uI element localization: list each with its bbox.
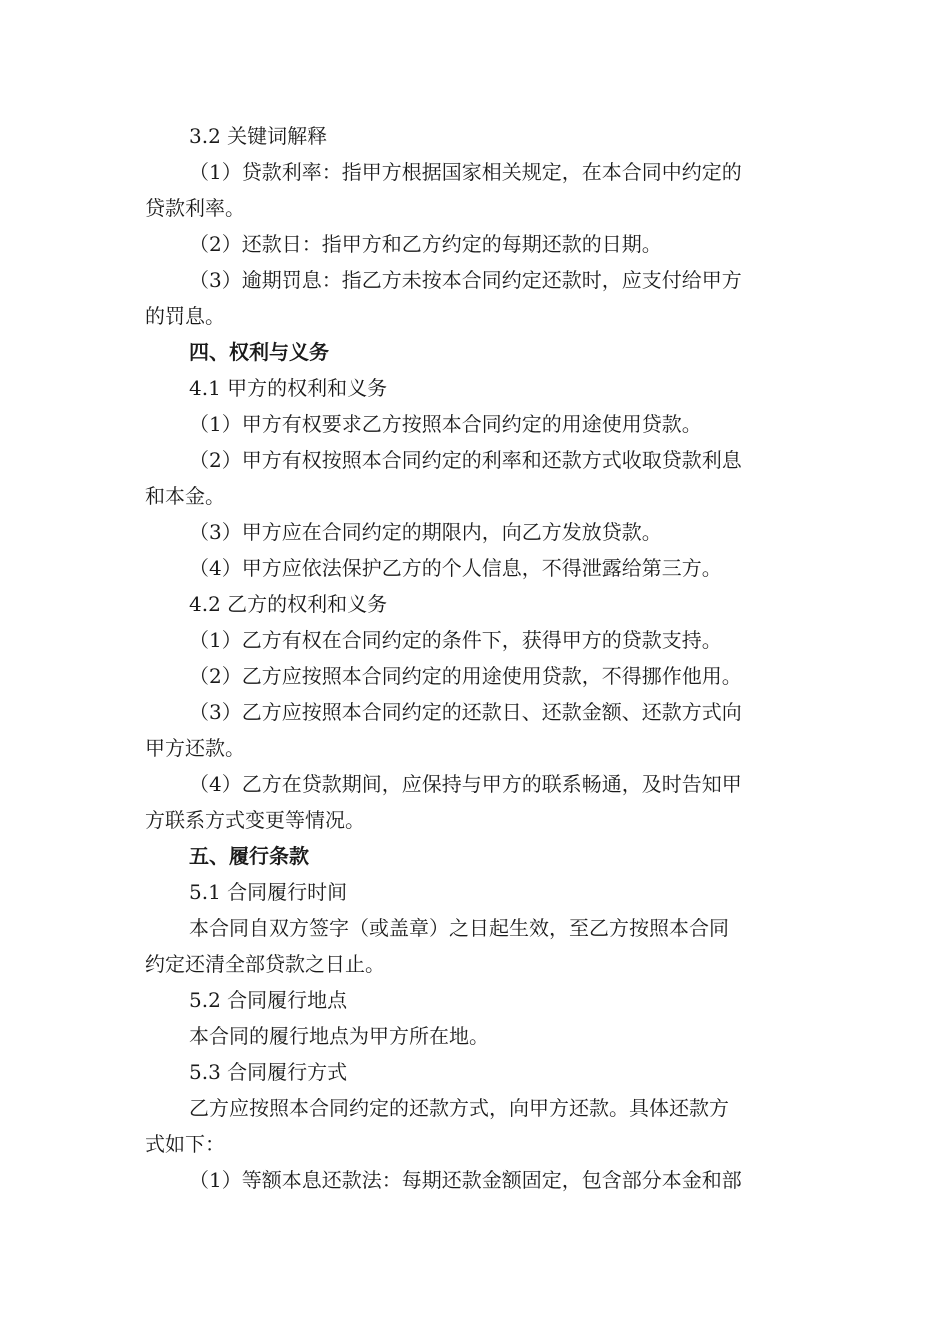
document-page: [145, 118, 810, 1198]
section-heading: 四、权利与义务: [189, 340, 329, 364]
text-line: （2）还款日：指甲方和乙方约定的每期还款的日期。: [189, 232, 662, 256]
text-line: 本合同的履行地点为甲方所在地。: [189, 1024, 489, 1048]
text-line: 贷款利率。: [145, 196, 245, 220]
text-line: 5.2 合同履行地点: [189, 988, 348, 1012]
text-line: 3.2 关键词解释: [189, 124, 328, 148]
section-heading: 五、履行条款: [189, 844, 309, 868]
text-line: （1）等额本息还款法：每期还款金额固定，包含部分本金和部: [189, 1168, 742, 1192]
text-line: （1）贷款利率：指甲方根据国家相关规定，在本合同中约定的: [189, 160, 742, 184]
text-line: （1）乙方有权在合同约定的条件下，获得甲方的贷款支持。: [189, 628, 722, 652]
text-line: 5.1 合同履行时间: [189, 880, 348, 904]
text-line: 的罚息。: [145, 304, 225, 328]
text-line: （4）甲方应依法保护乙方的个人信息，不得泄露给第三方。: [189, 556, 722, 580]
text-line: 约定还清全部贷款之日止。: [145, 952, 385, 976]
text-line: 乙方应按照本合同约定的还款方式，向甲方还款。具体还款方: [189, 1096, 729, 1120]
text-line: 方联系方式变更等情况。: [145, 808, 365, 832]
text-line: （2）甲方有权按照本合同约定的利率和还款方式收取贷款利息: [189, 448, 742, 472]
text-line: （1）甲方有权要求乙方按照本合同约定的用途使用贷款。: [189, 412, 702, 436]
text-line: 式如下：: [145, 1132, 225, 1156]
text-line: （2）乙方应按照本合同约定的用途使用贷款，不得挪作他用。: [189, 664, 742, 688]
text-line: （3）甲方应在合同约定的期限内，向乙方发放贷款。: [189, 520, 662, 544]
text-line: 5.3 合同履行方式: [189, 1060, 348, 1084]
text-line: （4）乙方在贷款期间，应保持与甲方的联系畅通，及时告知甲: [189, 772, 742, 796]
text-line: 本合同自双方签字（或盖章）之日起生效，至乙方按照本合同: [189, 916, 729, 940]
text-line: 4.2 乙方的权利和义务: [189, 592, 388, 616]
text-line: 甲方还款。: [145, 736, 245, 760]
text-line: 和本金。: [145, 484, 225, 508]
text-line: （3）逾期罚息：指乙方未按本合同约定还款时，应支付给甲方: [189, 268, 742, 292]
text-line: （3）乙方应按照本合同约定的还款日、还款金额、还款方式向: [189, 700, 742, 724]
text-line: 4.1 甲方的权利和义务: [189, 376, 388, 400]
